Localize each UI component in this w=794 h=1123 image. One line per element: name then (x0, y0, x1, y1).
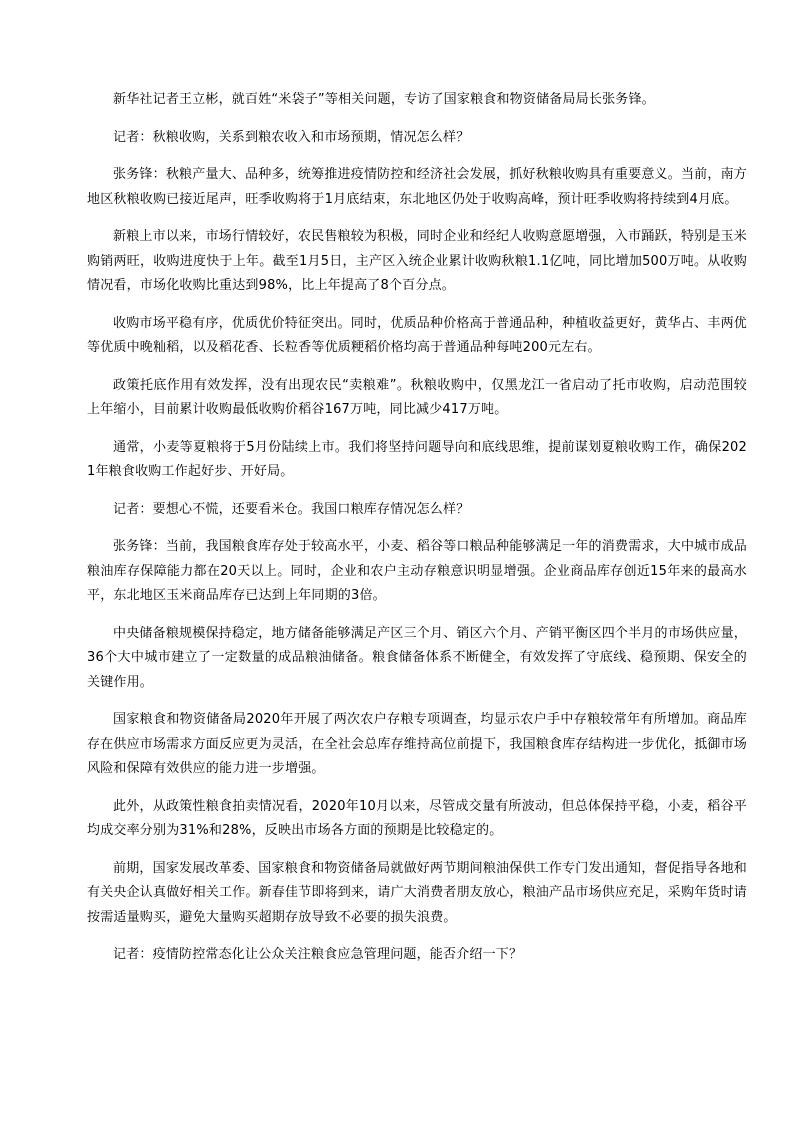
paragraph-question-inventory: 记者：要想心不慌，还要看米仓。我国口粮库存情况怎么样？ (113, 501, 470, 517)
paragraph-market-conditions: 新粮上市以来，市场行情较好，农民售粮较为积极，同时企业和经纪人收购意愿增强，入市踊跃，特别是玉米购销两旺，收购进度快于上年。截至1月5日，主产区入统企业累计收购秋粮1.1亿吨，同比增加500万吨。从收购情况看，市场化收购比重达到98%，比上年提高了8个百分点。 (87, 229, 747, 293)
paragraph-question-autumn-grain: 记者：秋粮收购，关系到粮农收入和市场预期，情况怎么样？ (113, 129, 470, 145)
paragraph-summer-grain: 通常，小麦等夏粮将于5月份陆续上市。我们将坚持问题导向和底线思维，提前谋划夏粮收购工作，确保2021年粮食收购工作起好步、开好局。 (87, 439, 747, 479)
document-body (87, 88, 747, 981)
paragraph-answer-autumn-grain: 张务锋：秋粮产量大、品种多，统筹推进疫情防控和经济社会发展，抓好秋粮收购具有重要意义。当前，南方地区秋粮收购已接近尾声，旺季收购将于1月底结束，东北地区仍处于收购高峰，预计旺季收购将持续到4月底。 (87, 167, 747, 207)
paragraph-answer-inventory: 张务锋：当前，我国粮食库存处于较高水平，小麦、稻谷等口粮品种能够满足一年的消费需求，大中城市成品粮油库存保障能力都在20天以上。同时，企业和农户主动存粮意识明显增强。企业商品库存创近15年来的最高水平，东北地区玉米商品库存已达到上年同期的3倍。 (87, 539, 747, 603)
paragraph-question-emergency: 记者：疫情防控常态化让公众关注粮食应急管理问题，能否介绍一下？ (113, 947, 523, 962)
paragraph-intro: 新华社记者王立彬，就百姓“米袋子”等相关问题，专访了国家粮食和物资储备局局长张务锋。 (113, 92, 655, 107)
paragraph-auction: 此外，从政策性粮食拍卖情况看，2020年10月以来，尽管成交量有所波动，但总体保持平稳，小麦，稻谷平均成交率分别为31%和28%，反映出市场各方面的预期是比较稳定的。 (87, 798, 747, 838)
paragraph-policy-support: 政策托底作用有效发挥，没有出现农民“卖粮难”。秋粮收购中，仅黑龙江一省启动了托市收购，启动范围较上年缩小，目前累计收购最低收购价稻谷167万吨，同比减少417万吨。 (87, 377, 747, 417)
paragraph-holiday-supply: 前期，国家发展改革委、国家粮食和物资储备局就做好两节期间粮油保供工作专门发出通知，督促指导各地和有关央企认真做好相关工作。新春佳节即将到来，请广大消费者朋友放心，粮油产品市场供应充足，采购年货时请按需适量购买，避免大量购买超期存放导致不必要的损失浪费。 (87, 860, 748, 925)
paragraph-household-survey: 国家粮食和物资储备局2020年开展了两次农户存粮专项调查，均显示农户手中存粮较常年有所增加。商品库存在供应市场需求方面反应更为灵活，在全社会总库存维持高位前提下，我国粮食库存结构进一步优化，抵御市场风险和保障有效供应的能力进一步增强。 (87, 712, 748, 776)
paragraph-quality-pricing: 收购市场平稳有序，优质优价特征突出。同时，优质品种价格高于普通品种，种植收益更好，黄华占、丰两优等优质中晚籼稻，以及稻花香、长粒香等优质粳稻价格均高于普通品种每吨200元左右。 (87, 315, 747, 355)
paragraph-central-reserves: 中央储备粮规模保持稳定，地方储备能够满足产区三个月、销区六个月、产销平衡区四个半月的市场供应量，36个大中城市建立了一定数量的成品粮油储备。粮食储备体系不断健全，有效发挥了守底线、稳预期、保安全的关键作用。 (87, 625, 747, 690)
